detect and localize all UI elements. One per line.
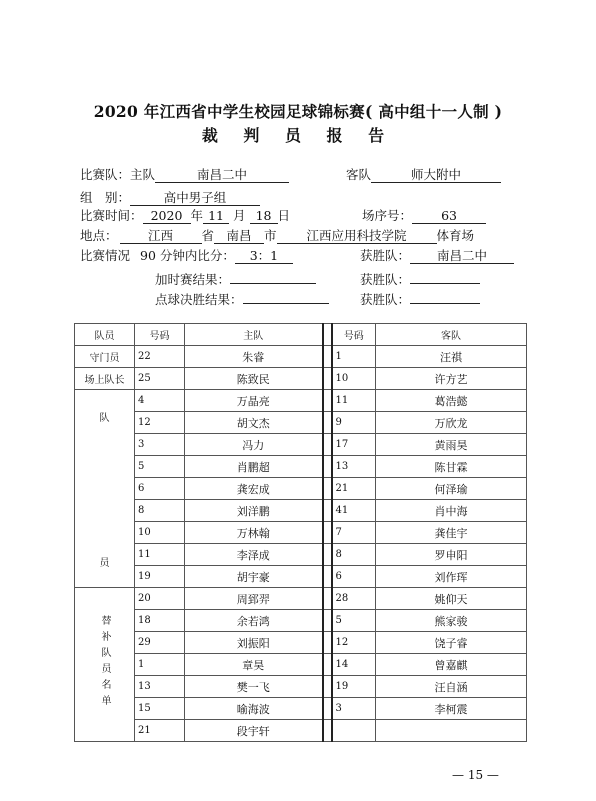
ninety-label: 90 分钟内比分： [140, 248, 235, 263]
seq-line [362, 208, 486, 224]
table-row [75, 412, 527, 434]
page-title: 2020 年江西省中学生校园足球锦标赛( 高中组十一人制 ) [93, 102, 503, 121]
home-num: 13 [135, 676, 185, 698]
extra-winner-value [410, 268, 480, 284]
extra-value [230, 268, 316, 284]
away-player: 罗申阳 [376, 544, 527, 566]
table-row [75, 720, 527, 742]
time-label: 比赛时间： [80, 208, 143, 223]
away-num: 11 [332, 390, 376, 412]
table-row [75, 500, 527, 522]
separator-cell [323, 720, 332, 742]
table-row [75, 654, 527, 676]
separator-cell [323, 610, 332, 632]
seq-value: 63 [412, 208, 486, 224]
away-num [332, 720, 376, 742]
col-header-away-num: 号码 [332, 324, 376, 346]
page-subtitle: 裁 判 员 报 告 [201, 126, 395, 145]
home-player: 周郅羿 [185, 588, 323, 610]
day-value: 18 [250, 208, 278, 224]
away-player: 黄雨昊 [376, 434, 527, 456]
penalty-value [243, 288, 329, 304]
separator-cell [323, 566, 332, 588]
table-row [75, 676, 527, 698]
home-num: 20 [135, 588, 185, 610]
home-num: 18 [135, 610, 185, 632]
province-value: 江西 [120, 228, 202, 244]
extra-line [155, 268, 316, 288]
table-row [75, 610, 527, 632]
away-player: 熊家骏 [376, 610, 527, 632]
away-num: 5 [332, 610, 376, 632]
home-player: 李泽成 [185, 544, 323, 566]
away-player: 肖中海 [376, 500, 527, 522]
col-header-home: 主队 [185, 324, 323, 346]
home-num: 10 [135, 522, 185, 544]
table-row [75, 588, 527, 610]
table-row [75, 390, 527, 412]
players-label-top: 队 [99, 412, 110, 424]
home-player: 段宇轩 [185, 720, 323, 742]
home-player: 肖鹏超 [185, 456, 323, 478]
home-player: 万林翰 [185, 522, 323, 544]
away-line [346, 167, 501, 183]
home-label: 比赛队：主队 [80, 167, 156, 182]
teams-line [80, 167, 289, 183]
home-num: 1 [135, 654, 185, 676]
penalty-label: 点球决胜结果： [155, 292, 243, 307]
away-num: 12 [332, 632, 376, 654]
home-num: 12 [135, 412, 185, 434]
players-group-label [75, 390, 135, 588]
away-num: 28 [332, 588, 376, 610]
home-num: 22 [135, 346, 185, 368]
table-row [75, 698, 527, 720]
separator-cell [323, 588, 332, 610]
ninety-score-value: 3：1 [235, 248, 293, 264]
winner-label: 获胜队： [360, 248, 411, 263]
away-player: 曾嘉麒 [376, 654, 527, 676]
separator-cell [323, 390, 332, 412]
table-row [75, 522, 527, 544]
away-player: 李柯震 [376, 698, 527, 720]
separator-cell [323, 368, 332, 390]
home-team-value: 南昌二中 [155, 167, 289, 183]
away-num: 14 [332, 654, 376, 676]
result-line [80, 248, 293, 264]
separator-cell [323, 632, 332, 654]
home-num: 3 [135, 434, 185, 456]
away-player: 刘作珲 [376, 566, 527, 588]
group-line [80, 190, 260, 206]
subs-label: 替补队员名单 [99, 615, 110, 711]
away-player: 饶子睿 [376, 632, 527, 654]
month-unit: 月 [233, 208, 246, 223]
extra-label: 加时赛结果： [155, 272, 231, 287]
separator-cell [323, 478, 332, 500]
city-value: 南昌 [214, 228, 264, 244]
away-num: 19 [332, 676, 376, 698]
away-num: 21 [332, 478, 376, 500]
home-num: 25 [135, 368, 185, 390]
separator-cell [323, 346, 332, 368]
home-player: 樊一飞 [185, 676, 323, 698]
away-num: 13 [332, 456, 376, 478]
separator-cell [323, 500, 332, 522]
group-label: 组 别： [80, 190, 131, 205]
home-player: 刘洋鹏 [185, 500, 323, 522]
day-unit: 日 [277, 208, 291, 223]
away-num: 41 [332, 500, 376, 522]
away-player: 姚仰天 [376, 588, 527, 610]
separator-cell [323, 412, 332, 434]
table-row [75, 478, 527, 500]
home-player: 章昊 [185, 654, 323, 676]
seq-label: 场序号： [362, 208, 413, 223]
penalty-line [155, 288, 329, 308]
away-player: 万欣龙 [376, 412, 527, 434]
home-player: 陈致民 [185, 368, 323, 390]
table-row [75, 434, 527, 456]
away-team-value: 师大附中 [371, 167, 501, 183]
away-num: 6 [332, 566, 376, 588]
away-num: 17 [332, 434, 376, 456]
table-row [75, 456, 527, 478]
home-player: 胡文杰 [185, 412, 323, 434]
away-player: 何泽瑜 [376, 478, 527, 500]
home-num: 21 [135, 720, 185, 742]
table-row-keeper [75, 346, 527, 368]
venue-value: 江西应用科技学院 [277, 228, 437, 244]
separator-cell [323, 654, 332, 676]
home-num: 5 [135, 456, 185, 478]
home-player: 喻海波 [185, 698, 323, 720]
keeper-label: 守门员 [75, 346, 135, 368]
extra-winner-line [360, 268, 480, 288]
roster-table [74, 323, 527, 742]
home-player: 余若鸿 [185, 610, 323, 632]
separator-cell [323, 456, 332, 478]
away-num: 1 [332, 346, 376, 368]
away-player: 汪自涵 [376, 676, 527, 698]
extra-winner-label: 获胜队： [360, 272, 411, 287]
away-num: 3 [332, 698, 376, 720]
home-num: 8 [135, 500, 185, 522]
page-number: — 15 — [452, 768, 499, 782]
home-num: 6 [135, 478, 185, 500]
away-num: 7 [332, 522, 376, 544]
col-header-away: 客队 [376, 324, 527, 346]
result-label: 比赛情况 [80, 248, 131, 263]
away-label: 客队 [346, 167, 372, 182]
venue-unit: 体育场 [436, 228, 475, 243]
players-label-bottom: 员 [99, 557, 110, 569]
away-num: 8 [332, 544, 376, 566]
home-player: 朱睿 [185, 346, 323, 368]
home-num: 29 [135, 632, 185, 654]
away-player [376, 720, 527, 742]
province-unit: 省 [201, 228, 215, 243]
home-num: 4 [135, 390, 185, 412]
table-row [75, 544, 527, 566]
home-player: 胡宇豪 [185, 566, 323, 588]
home-num: 19 [135, 566, 185, 588]
home-player: 万晶亮 [185, 390, 323, 412]
place-label: 地点： [80, 228, 118, 243]
home-num: 11 [135, 544, 185, 566]
away-player: 汪祺 [376, 346, 527, 368]
year-unit: 年 [190, 208, 204, 223]
penalty-winner-value [410, 288, 480, 304]
col-header-role: 队员 [75, 324, 135, 346]
separator-cell [323, 544, 332, 566]
home-player: 龚宏成 [185, 478, 323, 500]
year-value: 2020 [143, 208, 191, 224]
separator-cell [323, 324, 332, 346]
time-line [80, 208, 290, 224]
table-row [75, 632, 527, 654]
separator-cell [323, 676, 332, 698]
away-num: 9 [332, 412, 376, 434]
group-value: 高中男子组 [130, 190, 260, 206]
col-header-home-num: 号码 [135, 324, 185, 346]
table-row [75, 566, 527, 588]
home-player: 刘振阳 [185, 632, 323, 654]
captain-label: 场上队长 [75, 368, 135, 390]
penalty-winner-line [360, 288, 480, 308]
separator-cell [323, 434, 332, 456]
away-player: 陈甘霖 [376, 456, 527, 478]
penalty-winner-label: 获胜队： [360, 292, 411, 307]
place-line [80, 228, 474, 244]
away-player: 葛浩懿 [376, 390, 527, 412]
home-num: 15 [135, 698, 185, 720]
separator-cell [323, 698, 332, 720]
separator-cell [323, 522, 332, 544]
table-header-row [75, 324, 527, 346]
away-num: 10 [332, 368, 376, 390]
winner-line [360, 248, 514, 264]
subs-group-label [75, 588, 135, 742]
month-value: 11 [203, 208, 229, 224]
away-player: 许方艺 [376, 368, 527, 390]
table-row-captain [75, 368, 527, 390]
city-unit: 市 [264, 228, 277, 243]
away-player: 龚佳宇 [376, 522, 527, 544]
home-player: 冯力 [185, 434, 323, 456]
winner-value: 南昌二中 [410, 248, 514, 264]
